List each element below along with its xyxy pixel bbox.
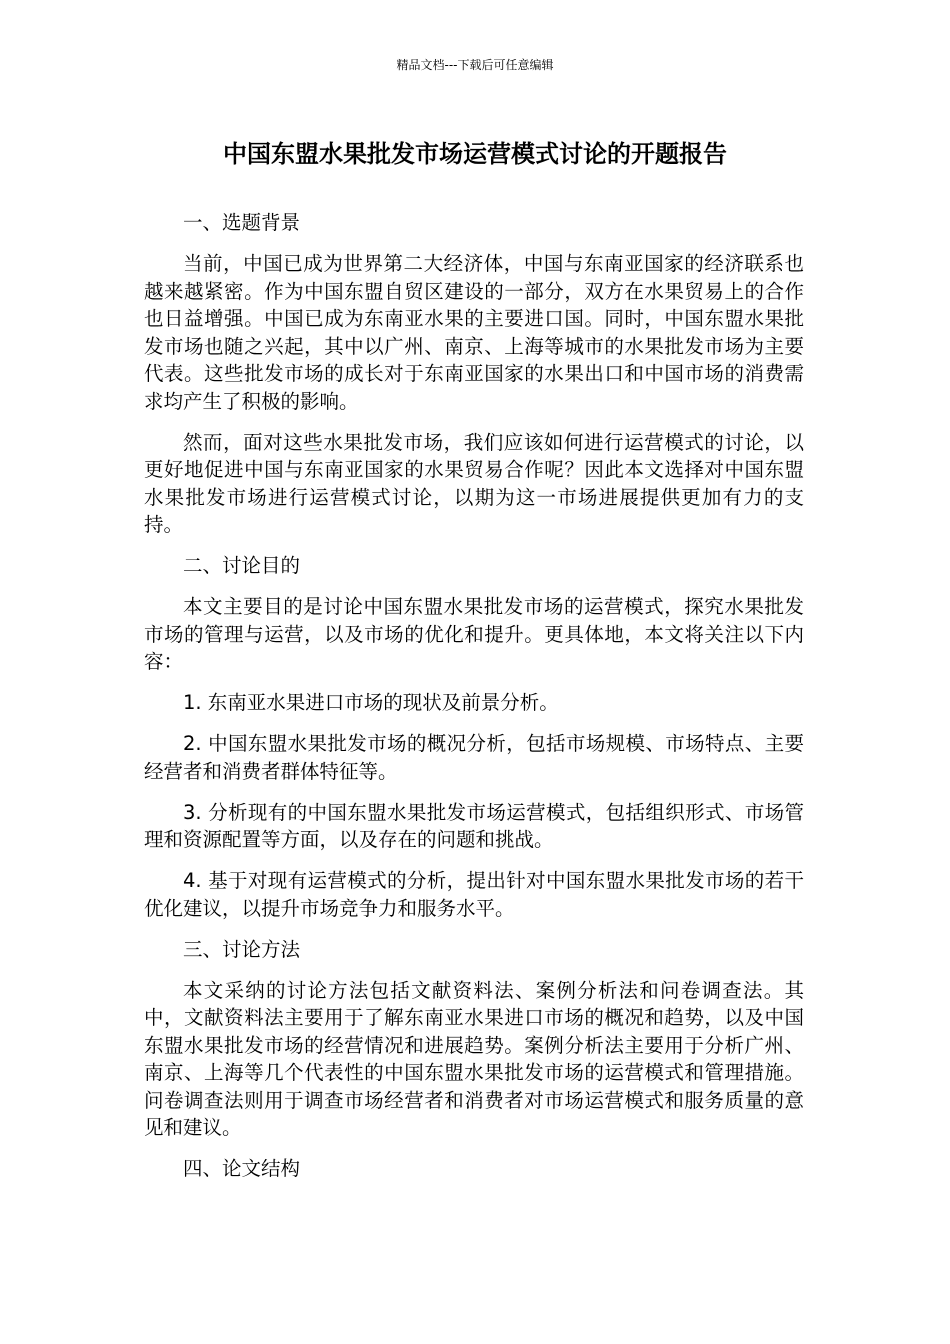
document-title: 中国东盟水果批发市场运营模式讨论的开题报告 xyxy=(223,140,727,168)
paragraph-background-1: 当前，中国已成为世界第二大经济体，中国与东南亚国家的经济联系也越来越紧密。作为中国东盟自贸区建设的一部分，双方在水果贸易上的合作也日益增强。中国已成为东南亚水果的主要进口国。同时，中国东盟水果批发市场也随之兴起，其中以广州、南京、上海等城市的水果批发市场为主要代表。这些批发市场的成长对于东南亚国家的水果出口和中国市场的消费需求均产生了积极的影响。 xyxy=(144,252,804,413)
section-heading-background: 一、选题背景 xyxy=(183,211,301,234)
document-body xyxy=(144,209,804,1196)
paragraph-method: 本文采纳的讨论方法包括文献资料法、案例分析法和问卷调查法。其中，文献资料法主要用于了解东南亚水果进口市场的概况和趋势，以及中国东盟水果批发市场的经营情况和进展趋势。案例分析法主要用于分析广州、南京、上海等几个代表性的中国东盟水果批发市场的运营模式和管理措施。问卷调查法则用于调查市场经营者和消费者对市场运营模式和服务质量的意见和建议。 xyxy=(144,978,804,1139)
paragraph-purpose-intro: 本文主要目的是讨论中国东盟水果批发市场的运营模式，探究水果批发市场的管理与运营，以及市场的优化和提升。更具体地，本文将关注以下内容： xyxy=(144,595,804,673)
section-heading-structure: 四、论文结构 xyxy=(183,1157,301,1180)
page-header-note: 精品文档---下载后可任意编辑 xyxy=(396,58,554,72)
paragraph-background-2: 然而，面对这些水果批发市场，我们应该如何进行运营模式的讨论，以更好地促进中国与东南亚国家的水果贸易合作呢？因此本文选择对中国东盟水果批发市场进行运营模式讨论，以期为这一市场进展提供更加有力的支持。 xyxy=(144,430,804,536)
section-heading-method: 三、讨论方法 xyxy=(183,937,301,961)
list-item-purpose-3: 3. 分析现有的中国东盟水果批发市场运营模式，包括组织形式、市场管理和资源配置等方面，以及存在的问题和挑战。 xyxy=(144,800,804,851)
list-item-purpose-4: 4. 基于对现有运营模式的分析，提出针对中国东盟水果批发市场的若干优化建议，以提升市场竞争力和服务水平。 xyxy=(144,869,804,920)
list-item-purpose-1: 1. 东南亚水果进口市场的现状及前景分析。 xyxy=(183,691,559,714)
list-item-purpose-2: 2. 中国东盟水果批发市场的概况分析，包括市场规模、市场特点、主要经营者和消费者群体特征等。 xyxy=(144,732,804,783)
section-heading-purpose: 二、讨论目的 xyxy=(183,554,301,577)
